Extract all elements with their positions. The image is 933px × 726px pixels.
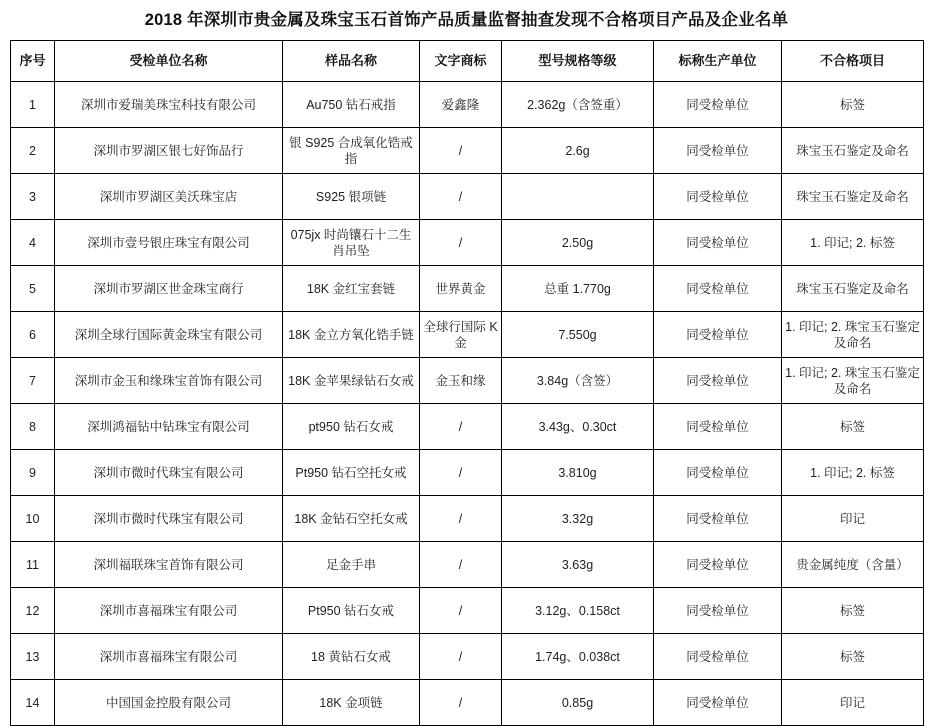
cell-index: 14 <box>11 680 55 726</box>
cell-spec: 3.63g <box>502 542 654 588</box>
cell-producer: 同受检单位 <box>654 450 782 496</box>
cell-producer: 同受检单位 <box>654 82 782 128</box>
table-row <box>11 542 924 588</box>
cell-spec: 3.84g（含签） <box>502 358 654 404</box>
page-title: 2018 年深圳市贵金属及珠宝玉石首饰产品质量监督抽查发现不合格项目产品及企业名单 <box>144 11 789 29</box>
cell-spec: 7.550g <box>502 312 654 358</box>
table-row <box>11 450 924 496</box>
column-header-spec: 型号规格等级 <box>502 41 654 82</box>
cell-unit: 深圳鸿福钻中钻珠宝有限公司 <box>55 404 283 450</box>
cell-producer: 同受检单位 <box>654 634 782 680</box>
table-row <box>11 358 924 404</box>
column-header-sample: 样品名称 <box>283 41 420 82</box>
cell-unit: 深圳市壹号银庄珠宝有限公司 <box>55 220 283 266</box>
table-row <box>11 312 924 358</box>
cell-unit: 深圳市金玉和缘珠宝首饰有限公司 <box>55 358 283 404</box>
cell-unit: 深圳市罗湖区世金珠宝商行 <box>55 266 283 312</box>
cell-spec: 1.74g、0.038ct <box>502 634 654 680</box>
cell-brand: 世界黄金 <box>420 266 502 312</box>
cell-defect: 1. 印记; 2. 标签 <box>782 220 924 266</box>
cell-unit: 中国国金控股有限公司 <box>55 680 283 726</box>
table-row <box>11 634 924 680</box>
cell-defect: 1. 印记; 2. 珠宝玉石鉴定及命名 <box>782 312 924 358</box>
cell-unit: 深圳市罗湖区银七好饰品行 <box>55 128 283 174</box>
cell-brand: / <box>420 220 502 266</box>
cell-spec: 2.6g <box>502 128 654 174</box>
cell-defect: 标签 <box>782 404 924 450</box>
cell-unit: 深圳市微时代珠宝有限公司 <box>55 450 283 496</box>
cell-brand: / <box>420 450 502 496</box>
cell-spec: 3.810g <box>502 450 654 496</box>
table-row <box>11 174 924 220</box>
column-header-unit: 受检单位名称 <box>55 41 283 82</box>
inspection-results-table <box>10 40 924 726</box>
cell-producer: 同受检单位 <box>654 404 782 450</box>
cell-defect: 珠宝玉石鉴定及命名 <box>782 174 924 220</box>
cell-defect: 标签 <box>782 634 924 680</box>
cell-producer: 同受检单位 <box>654 312 782 358</box>
cell-sample: 18K 金项链 <box>283 680 420 726</box>
table-row <box>11 266 924 312</box>
cell-sample: 18K 金苹果绿钻石女戒 <box>283 358 420 404</box>
cell-index: 3 <box>11 174 55 220</box>
cell-brand: 全球行国际 K 金 <box>420 312 502 358</box>
cell-index: 4 <box>11 220 55 266</box>
cell-unit: 深圳市微时代珠宝有限公司 <box>55 496 283 542</box>
cell-brand: / <box>420 588 502 634</box>
table-header <box>11 41 924 82</box>
cell-producer: 同受检单位 <box>654 128 782 174</box>
table-row <box>11 404 924 450</box>
cell-sample: pt950 钻石女戒 <box>283 404 420 450</box>
cell-defect: 珠宝玉石鉴定及命名 <box>782 128 924 174</box>
cell-index: 5 <box>11 266 55 312</box>
cell-index: 9 <box>11 450 55 496</box>
cell-brand: / <box>420 174 502 220</box>
table-row <box>11 680 924 726</box>
cell-producer: 同受检单位 <box>654 680 782 726</box>
cell-defect: 1. 印记; 2. 标签 <box>782 450 924 496</box>
cell-unit: 深圳市喜福珠宝有限公司 <box>55 634 283 680</box>
cell-sample: 18K 金立方氧化锆手链 <box>283 312 420 358</box>
cell-spec: 总重 1.770g <box>502 266 654 312</box>
cell-sample: Pt950 钻石空托女戒 <box>283 450 420 496</box>
cell-sample: 银 S925 合成氧化锆戒指 <box>283 128 420 174</box>
cell-index: 2 <box>11 128 55 174</box>
cell-sample: S925 银项链 <box>283 174 420 220</box>
cell-producer: 同受检单位 <box>654 496 782 542</box>
cell-sample: 18K 金红宝套链 <box>283 266 420 312</box>
cell-brand: 爱鑫隆 <box>420 82 502 128</box>
cell-spec: 3.32g <box>502 496 654 542</box>
cell-unit: 深圳全球行国际黄金珠宝有限公司 <box>55 312 283 358</box>
cell-brand: / <box>420 128 502 174</box>
cell-producer: 同受检单位 <box>654 220 782 266</box>
cell-producer: 同受检单位 <box>654 588 782 634</box>
cell-index: 12 <box>11 588 55 634</box>
cell-producer: 同受检单位 <box>654 266 782 312</box>
cell-index: 11 <box>11 542 55 588</box>
column-header-brand: 文字商标 <box>420 41 502 82</box>
table-body <box>11 82 924 726</box>
cell-spec <box>502 174 654 220</box>
column-header-defect: 不合格项目 <box>782 41 924 82</box>
cell-sample: 足金手串 <box>283 542 420 588</box>
cell-brand: / <box>420 404 502 450</box>
cell-spec: 3.12g、0.158ct <box>502 588 654 634</box>
table-row <box>11 220 924 266</box>
cell-producer: 同受检单位 <box>654 542 782 588</box>
cell-sample: Pt950 钻石女戒 <box>283 588 420 634</box>
cell-index: 6 <box>11 312 55 358</box>
cell-spec: 2.362g（含签重） <box>502 82 654 128</box>
cell-sample: Au750 钻石戒指 <box>283 82 420 128</box>
cell-spec: 0.85g <box>502 680 654 726</box>
cell-brand: / <box>420 634 502 680</box>
cell-unit: 深圳市喜福珠宝有限公司 <box>55 588 283 634</box>
cell-defect: 标签 <box>782 588 924 634</box>
cell-defect: 1. 印记; 2. 珠宝玉石鉴定及命名 <box>782 358 924 404</box>
cell-index: 13 <box>11 634 55 680</box>
cell-unit: 深圳市罗湖区美沃珠宝店 <box>55 174 283 220</box>
cell-brand: / <box>420 496 502 542</box>
cell-brand: / <box>420 680 502 726</box>
column-header-index: 序号 <box>11 41 55 82</box>
cell-defect: 珠宝玉石鉴定及命名 <box>782 266 924 312</box>
cell-sample: 075jx 时尚镶石十二生肖吊坠 <box>283 220 420 266</box>
cell-index: 1 <box>11 82 55 128</box>
cell-defect: 印记 <box>782 496 924 542</box>
cell-brand: / <box>420 542 502 588</box>
table-row <box>11 588 924 634</box>
cell-defect: 贵金属纯度（含量） <box>782 542 924 588</box>
cell-index: 7 <box>11 358 55 404</box>
cell-sample: 18K 金钻石空托女戒 <box>283 496 420 542</box>
cell-index: 8 <box>11 404 55 450</box>
cell-sample: 18 黄钻石女戒 <box>283 634 420 680</box>
table-row <box>11 128 924 174</box>
cell-unit: 深圳福联珠宝首饰有限公司 <box>55 542 283 588</box>
cell-spec: 2.50g <box>502 220 654 266</box>
column-header-producer: 标称生产单位 <box>654 41 782 82</box>
cell-spec: 3.43g、0.30ct <box>502 404 654 450</box>
table-row <box>11 496 924 542</box>
cell-defect: 印记 <box>782 680 924 726</box>
cell-producer: 同受检单位 <box>654 358 782 404</box>
cell-unit: 深圳市爱瑞美珠宝科技有限公司 <box>55 82 283 128</box>
cell-index: 10 <box>11 496 55 542</box>
cell-producer: 同受检单位 <box>654 174 782 220</box>
cell-defect: 标签 <box>782 82 924 128</box>
table-row <box>11 82 924 128</box>
table-header-row <box>11 41 924 82</box>
cell-brand: 金玉和缘 <box>420 358 502 404</box>
